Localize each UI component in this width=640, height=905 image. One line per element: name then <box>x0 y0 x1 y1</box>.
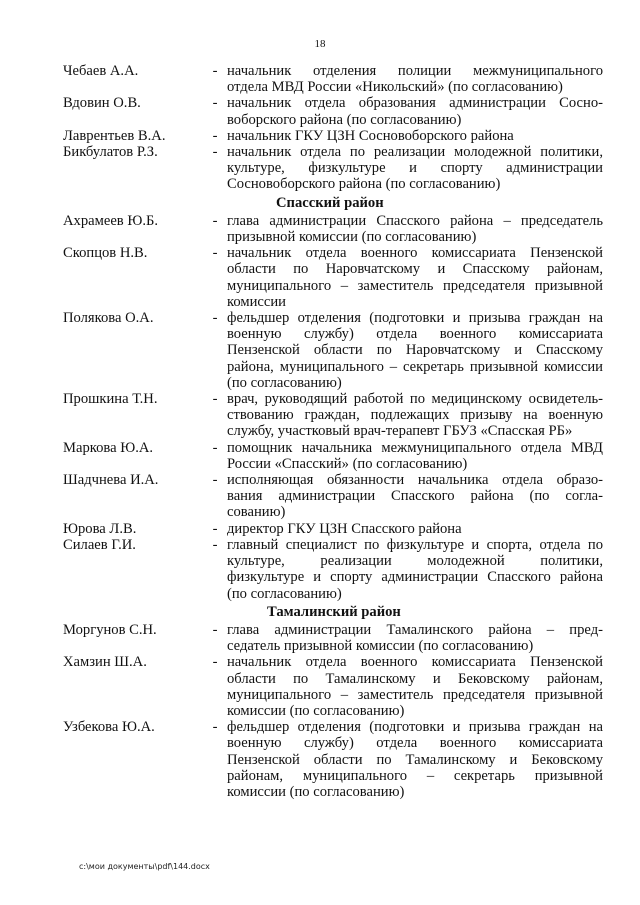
role-text-line: отдела МВД России «Никольский» (по согласованию) <box>227 79 563 96</box>
member-name: Моргунов С.Н. <box>63 621 157 638</box>
role-text-line: помощник начальника межмуниципального отдела МВД <box>227 439 603 456</box>
dash-separator: - <box>212 310 218 327</box>
role-text-line: седатель призывной комиссии (по согласованию) <box>227 638 534 655</box>
dash-separator: - <box>212 536 218 553</box>
member-role <box>227 440 603 472</box>
role-text-line: физкультуре и спорту администрации Спасского района <box>227 569 603 586</box>
role-text-line: ствованию граждан, подлежащих призыву на военную <box>227 407 603 424</box>
file-path-footer: c:\мои документы\pdf\144.docx <box>79 862 210 871</box>
member-role <box>227 521 603 537</box>
role-text-line: культуре, физкультуре и спорту администрации <box>227 160 603 177</box>
dash-separator: - <box>212 439 218 456</box>
role-text-line: глава администрации Тамалинского района – пред- <box>227 621 603 638</box>
role-text-line: вания администрации Спасского района (по согла- <box>227 488 603 505</box>
member-name: Юрова Л.В. <box>63 520 137 537</box>
role-text-line: начальник ГКУ ЦЗН Сосновоборского района <box>227 127 514 144</box>
section <box>63 63 603 193</box>
document-body <box>63 63 603 800</box>
role-text-line: комиссии <box>227 293 286 310</box>
role-text-line: области по Наровчатскому и Спасскому районам, <box>227 261 603 278</box>
section <box>63 195 603 602</box>
role-text-line: начальник отделения полиции межмуниципального <box>227 63 603 79</box>
member-entry <box>63 391 603 440</box>
dash-separator: - <box>212 212 218 229</box>
member-role <box>227 622 603 654</box>
role-text-line: комиссии (по согласованию) <box>227 702 405 719</box>
member-role <box>227 213 603 245</box>
role-text-line: Пензенской области по Тамалинскому и Бековскому <box>227 751 603 768</box>
role-text-line: врач, руководящий работой по медицинскому освидетель- <box>227 391 603 408</box>
role-text-line: призывной комиссии (по согласованию) <box>227 229 477 246</box>
member-entry <box>63 440 603 472</box>
member-name: Скопцов Н.В. <box>63 245 148 262</box>
role-text-line: культуре, реализации молодежной политики, <box>227 553 603 570</box>
member-role <box>227 144 603 193</box>
member-role <box>227 128 603 144</box>
role-text-line: (по согласованию) <box>227 585 342 602</box>
dash-separator: - <box>212 391 218 408</box>
member-name: Прошкина Т.Н. <box>63 391 158 408</box>
dash-separator: - <box>212 245 218 262</box>
role-text-line: (по согласованию) <box>227 374 342 391</box>
member-role <box>227 245 603 310</box>
member-entry <box>63 144 603 193</box>
member-role <box>227 472 603 521</box>
member-name: Маркова Ю.А. <box>63 439 154 456</box>
member-entry <box>63 245 603 310</box>
member-role <box>227 654 603 719</box>
role-text-line: области по Тамалинскому и Бековскому районам, <box>227 670 603 687</box>
role-text-line: фельдшер отделения (подготовки и призыва граждан на <box>227 719 603 736</box>
role-text-line: глава администрации Спасского района – председатель <box>227 212 603 229</box>
dash-separator: - <box>212 654 218 671</box>
role-text-line: России «Спасский» (по согласованию) <box>227 455 468 472</box>
member-entry <box>63 128 603 144</box>
role-text-line: муниципального – заместитель председателя призывной <box>227 277 603 294</box>
section-heading: Тамалинский район <box>267 603 401 620</box>
member-entry <box>63 537 603 602</box>
role-text-line: начальник отдела военного комиссариата Пензенской <box>227 654 603 671</box>
role-text-line: сованию) <box>227 504 286 521</box>
role-text-line: Пензенской области по Наровчатскому и Спасскому <box>227 342 603 359</box>
role-text-line: военную службу) отдела военного комиссариата <box>227 735 603 752</box>
dash-separator: - <box>212 63 218 79</box>
member-entry <box>63 521 603 537</box>
role-text-line: службу, участковый врач-терапевт ГБУЗ «Спасская РБ» <box>227 423 573 440</box>
member-entry <box>63 95 603 127</box>
member-entry <box>63 472 603 521</box>
role-text-line: Сосновоборского района (по согласованию) <box>227 176 501 193</box>
member-name: Вдовин О.В. <box>63 95 141 112</box>
member-entry <box>63 213 603 245</box>
member-role <box>227 537 603 602</box>
member-name: Лаврентьев В.А. <box>63 127 166 144</box>
member-entry <box>63 622 603 654</box>
role-text-line: района, муниципального – секретарь призывной комиссии <box>227 358 603 375</box>
role-text-line: главный специалист по физкультуре и спорта, отдела по <box>227 536 603 553</box>
member-name: Силаев Г.И. <box>63 536 136 553</box>
role-text-line: комиссии (по согласованию) <box>227 783 405 800</box>
member-role <box>227 63 603 95</box>
role-text-line: директор ГКУ ЦЗН Спасского района <box>227 520 462 537</box>
member-name: Узбекова Ю.А. <box>63 719 155 736</box>
role-text-line: районам, муниципального – секретарь призывной <box>227 767 603 784</box>
role-text-line: фельдшер отделения (подготовки и призыва граждан на <box>227 310 603 327</box>
member-name: Шадчнева И.А. <box>63 472 159 489</box>
role-text-line: военную службу) отдела военного комиссариата <box>227 326 603 343</box>
member-entry <box>63 719 603 800</box>
role-text-line: муниципального – заместитель председателя призывной <box>227 686 603 703</box>
member-name: Чебаев А.А. <box>63 63 139 79</box>
member-role <box>227 95 603 127</box>
member-name: Бикбулатов Р.З. <box>63 144 158 161</box>
member-name: Ахрамеев Ю.Б. <box>63 212 159 229</box>
section <box>63 604 603 800</box>
dash-separator: - <box>212 621 218 638</box>
section-heading: Спасский район <box>276 194 384 211</box>
dash-separator: - <box>212 520 218 537</box>
role-text-line: воборского района (по согласованию) <box>227 111 462 128</box>
member-name: Полякова О.А. <box>63 310 154 327</box>
role-text-line: начальник отдела образования администрации Сосно- <box>227 95 603 112</box>
member-entry <box>63 310 603 391</box>
role-text-line: начальник отдела военного комиссариата Пензенской <box>227 245 603 262</box>
member-role <box>227 391 603 440</box>
member-role <box>227 310 603 391</box>
role-text-line: исполняющая обязанности начальника отдела образо- <box>227 472 603 489</box>
member-role <box>227 719 603 800</box>
page-number: 18 <box>314 38 326 50</box>
role-text-line: начальник отдела по реализации молодежной политики, <box>227 144 603 161</box>
member-entry <box>63 63 603 95</box>
member-entry <box>63 654 603 719</box>
dash-separator: - <box>212 95 218 112</box>
dash-separator: - <box>212 144 218 161</box>
dash-separator: - <box>212 472 218 489</box>
dash-separator: - <box>212 127 218 144</box>
dash-separator: - <box>212 719 218 736</box>
member-name: Хамзин Ш.А. <box>63 654 147 671</box>
